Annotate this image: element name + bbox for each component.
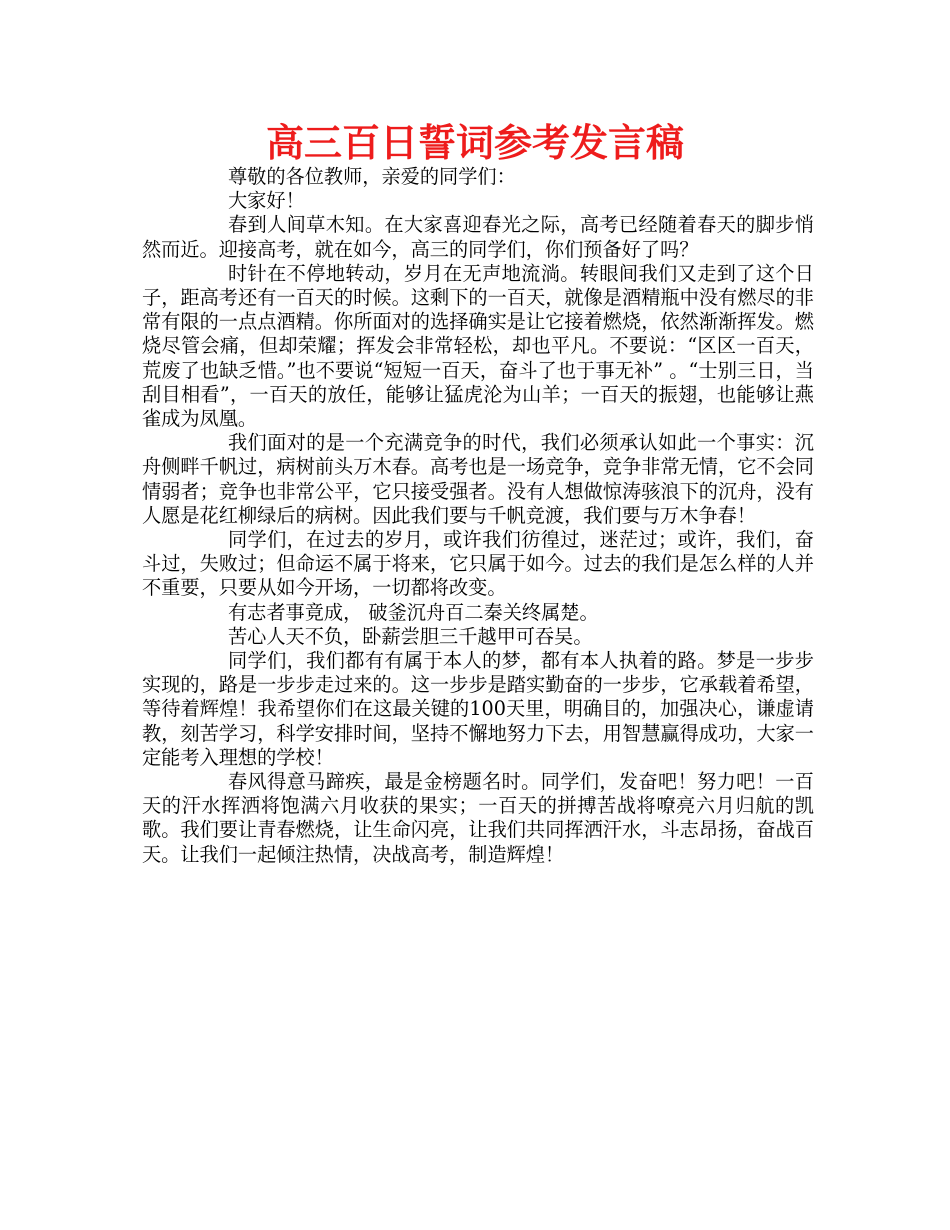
couplet-line: 苦心人天不负，卧薪尝胆三千越甲可吞吴。 [228,624,593,648]
document-body [142,165,814,867]
body-paragraph: 同学们，在过去的岁月，或许我们彷徨过，迷茫过；或许，我们，奋斗过，失败过；但命运不属于将来，它只属于如今。过去的我们是怎么样的人并不重要，只要从如今开场，一切都将改变。 [142,528,814,600]
document-title: 高三百日誓词参考发言稿 [265,121,684,165]
body-paragraph: 时针在不停地转动，岁月在无声地流淌。转眼间我们又走到了这个日子，距高考还有一百天的时候。这剩下的一百天，就像是酒精瓶中没有燃尽的非常有限的一点点酒精。你所面对的选择确实是让它接着燃烧，依然渐渐挥发。燃烧尽管会痛，但却荣耀；挥发会非常轻松，却也平凡。不要说：“区区一百天，荒废了也缺乏惜。”也不要说“短短一百天，奋斗了也于事无补” 。“士别三日，当刮目相看”，一百天的放任，能够让猛虎沦为山羊；一百天的振翅，也能够让燕雀成为凤凰。 [142,261,814,431]
salutation-paragraph: 尊敬的各位教师，亲爱的同学们： [228,165,516,188]
body-paragraph: 同学们，我们都有有属于本人的梦，都有本人执着的路。梦是一步步实现的，路是一步步走过来的。这一步步是踏实勤奋的一步步，它承载着希望，等待着辉煌！我希望你们在这最关键的100天里，明确目的，加强决心，谦虚请教，刻苦学习，科学安排时间，坚持不懈地努力下去，用智慧赢得成功，大家一定能考入理想的学校！ [142,649,814,769]
body-paragraph: 春到人间草木知。在大家喜迎春光之际，高考已经随着春天的脚步悄然而近。迎接高考，就在如今，高三的同学们，你们预备好了吗？ [142,213,814,261]
body-paragraph: 我们面对的是一个充满竞争的时代，我们必须承认如此一个事实：沉舟侧畔千帆过，病树前头万木春。高考也是一场竞争，竞争非常无情，它不会同情弱者；竞争也非常公平，它只接受强者。没有人想做惊涛骇浪下的沉舟，没有人愿是花红柳绿后的病树。因此我们要与千帆竞渡，我们要与万木争春！ [142,431,814,527]
couplet-line: 有志者事竟成， 破釜沉舟百二秦关终属楚。 [228,600,599,624]
closing-paragraph: 春风得意马蹄疾，最是金榜题名时。同学们，发奋吧！努力吧！一百天的汗水挥洒将饱满六月收获的果实；一百天的拼搏苦战将嘹亮六月归航的凯歌。我们要让青春燃烧，让生命闪亮，让我们共同挥洒汗水，斗志昂扬，奋战百天。让我们一起倾注热情，决战高考，制造辉煌！ [142,770,814,866]
greeting-paragraph: 大家好！ [228,189,305,213]
